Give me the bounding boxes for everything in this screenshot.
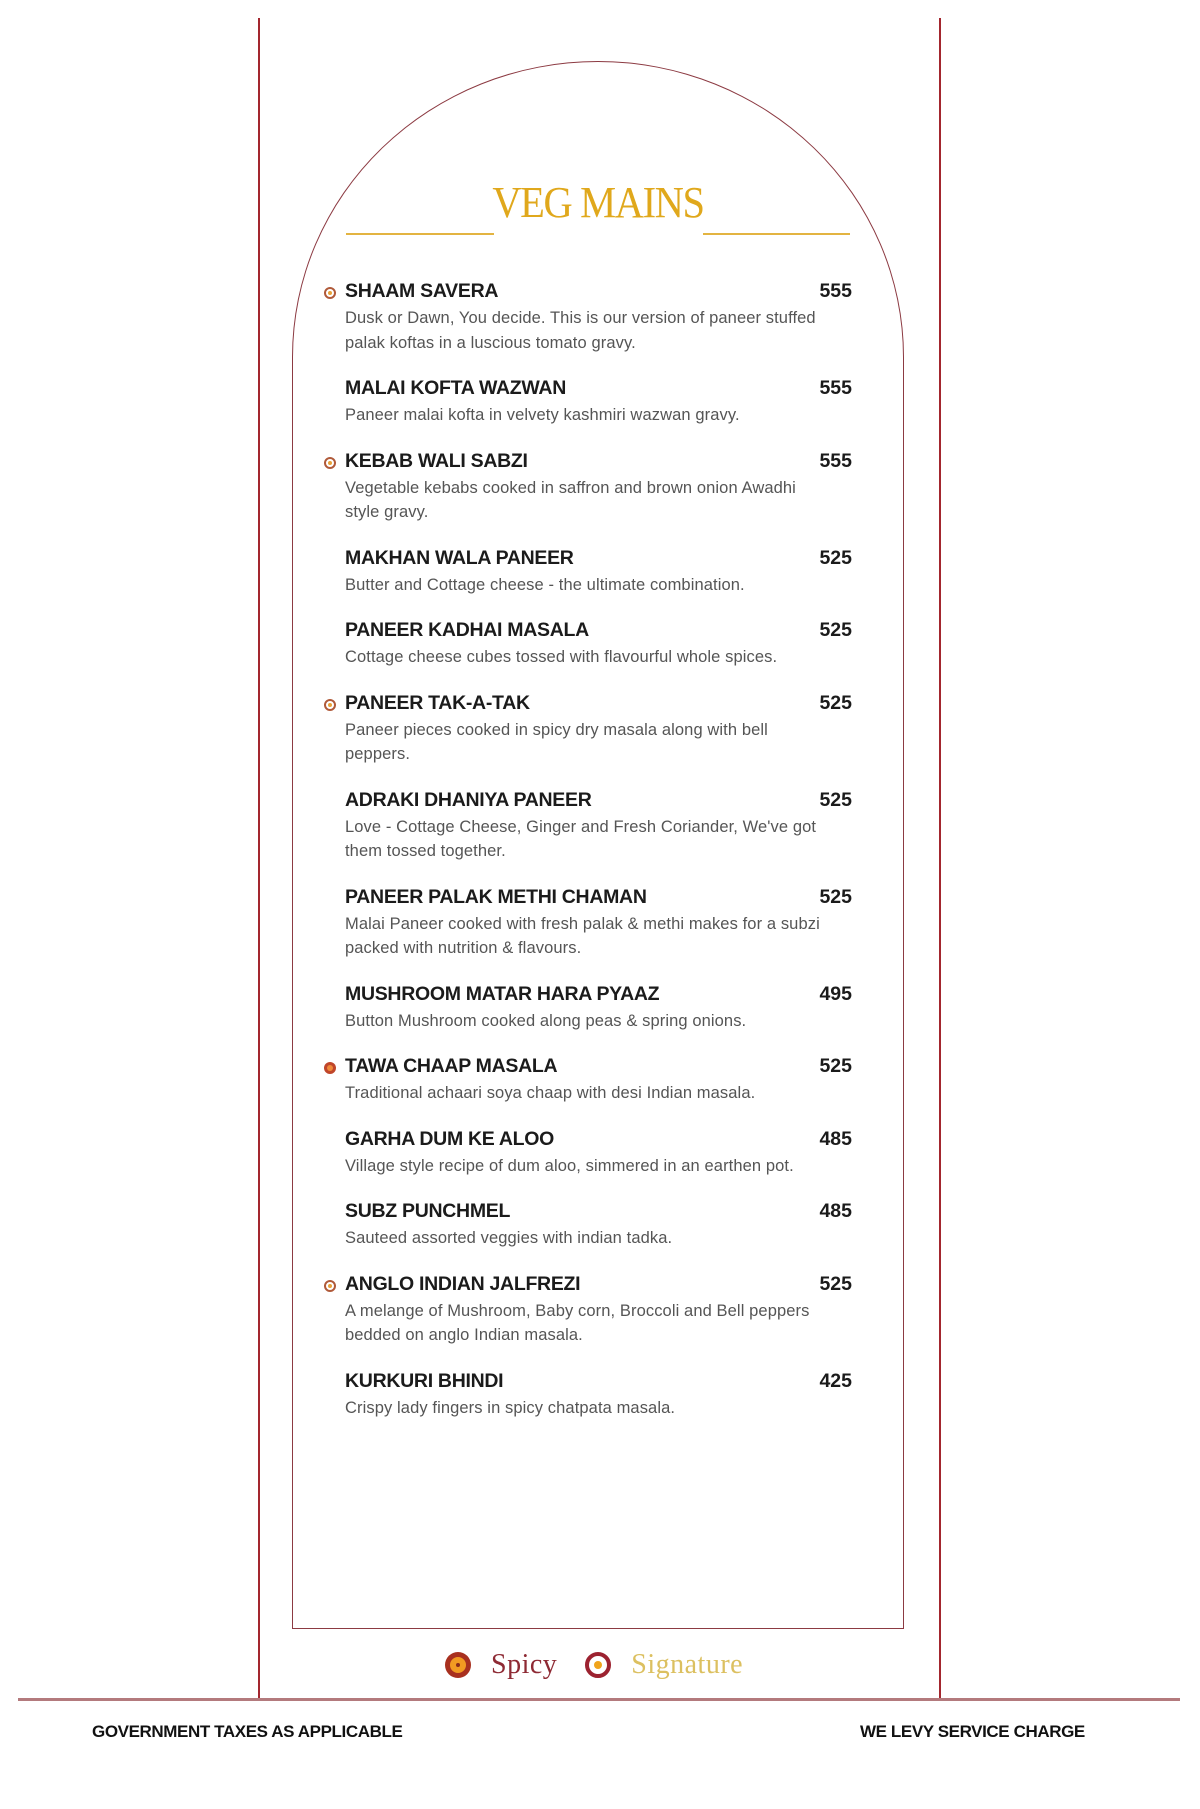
menu-item-header [345,789,852,815]
menu-item-header [345,450,852,476]
menu-item [320,1370,852,1421]
signature-icon [324,457,336,469]
menu-item-price: 525 [819,546,852,569]
menu-item-name: MUSHROOM MATAR HARA PYAAZ [345,982,660,1005]
menu-item-header [345,886,852,912]
menu-item-header [345,547,852,573]
spicy-icon [324,1062,336,1074]
menu-item-description: Malai Paneer cooked with fresh palak & methi makes for a subzi packed with nutrition & flavours. [345,914,820,957]
spicy-icon [445,1652,471,1678]
menu-item-description: Cottage cheese cubes tossed with flavourful whole spices. [345,648,778,666]
menu-item-price: 495 [819,982,852,1005]
menu-item-description: Village style recipe of dum aloo, simmered in an earthen pot. [345,1156,794,1175]
signature-icon [324,287,336,299]
menu-item-description: Butter and Cottage cheese - the ultimate combination. [345,575,745,594]
menu-item-price: 525 [819,1272,852,1295]
menu-item-description: Paneer malai kofta in velvety kashmiri wazwan gravy. [345,406,740,424]
menu-item-name: TAWA CHAAP MASALA [345,1055,558,1077]
menu-item-header [345,1055,852,1081]
menu-item-description: Button Mushroom cooked along peas & spring onions. [345,1011,747,1030]
menu-item [320,280,852,355]
menu-item-description: Love - Cottage Cheese, Ginger and Fresh Coriander, We've got them tossed together. [345,817,817,860]
menu-item-list [320,280,852,1442]
menu-item-name: KEBAB WALI SABZI [345,449,528,472]
menu-item [320,450,852,525]
menu-item-description: Dusk or Dawn, You decide. This is our version of paneer stuffed palak koftas in a luscious tomato gravy. [345,309,816,352]
frame-baseline [18,1698,1180,1701]
signature-icon [324,699,336,711]
menu-item-header [345,983,852,1009]
menu-item [320,1055,852,1106]
menu-item [320,983,852,1034]
menu-item-price: 525 [819,885,852,908]
menu-item-price: 555 [819,449,852,472]
menu-item [320,619,852,670]
menu-item [320,789,852,864]
menu-item [320,1128,852,1179]
menu-item-description: A melange of Mushroom, Baby corn, Broccoli and Bell peppers bedded on anglo Indian masala. [345,1301,810,1344]
menu-item-description: Paneer pieces cooked in spicy dry masala along with bell peppers. [345,720,768,763]
menu-item-name: GARHA DUM KE ALOO [345,1127,555,1150]
menu-item-price: 485 [819,1200,852,1222]
menu-item-name: PANEER TAK-A-TAK [345,691,530,714]
menu-item-header [345,619,852,645]
menu-item-price: 525 [819,788,852,811]
menu-item-price: 485 [819,1127,852,1150]
menu-item-name: MAKHAN WALA PANEER [345,546,574,569]
menu-item-name: SUBZ PUNCHMEL [345,1200,511,1222]
menu-item-price: 525 [819,619,852,641]
menu-item-header [345,280,852,306]
menu-item-header [345,1273,852,1299]
menu-item-description: Sauteed assorted veggies with indian tadka. [345,1229,673,1247]
menu-item [320,692,852,767]
menu-item-description: Traditional achaari soya chaap with desi Indian masala. [345,1084,756,1102]
title-rule-left [346,233,494,235]
menu-item [320,886,852,961]
menu-item-header [345,692,852,718]
title-rule-right [703,233,850,235]
footer-taxes-note: GOVERNMENT TAXES AS APPLICABLE [92,1722,403,1741]
menu-item-name: KURKURI BHINDI [345,1369,504,1392]
menu-item-header [345,377,852,403]
footer-service-charge-note: WE LEVY SERVICE CHARGE [860,1722,1085,1741]
menu-item-price: 555 [819,377,852,399]
frame-left-line [258,18,260,1700]
menu-item-price: 425 [819,1369,852,1392]
legend-spicy-label: Spicy [491,1649,558,1680]
signature-icon [324,1280,336,1292]
menu-item-name: ANGLO INDIAN JALFREZI [345,1272,581,1295]
menu-item-name: PANEER KADHAI MASALA [345,619,589,641]
menu-item-header [345,1370,852,1396]
menu-item-price: 525 [819,691,852,714]
menu-item-price: 525 [819,1055,852,1077]
menu-item-description: Vegetable kebabs cooked in saffron and brown onion Awadhi style gravy. [345,478,796,521]
menu-item [320,1200,852,1251]
section-header [346,178,850,238]
section-title: VEG MAINS [492,178,704,227]
menu-item [320,547,852,598]
menu-item-description: Crispy lady fingers in spicy chatpata masala. [345,1398,676,1417]
menu-item-name: SHAAM SAVERA [345,280,499,302]
frame-right-line [939,18,941,1700]
menu-item-name: ADRAKI DHANIYA PANEER [345,788,592,811]
menu-item [320,377,852,428]
menu-item-header [345,1200,852,1226]
menu-item [320,1273,852,1348]
menu-item-name: MALAI KOFTA WAZWAN [345,377,566,399]
signature-icon [585,1652,611,1678]
menu-item-name: PANEER PALAK METHI CHAMAN [345,885,647,908]
legend [445,1645,743,1685]
menu-item-price: 555 [819,280,852,302]
menu-item-header [345,1128,852,1154]
legend-signature-label: Signature [631,1649,744,1680]
